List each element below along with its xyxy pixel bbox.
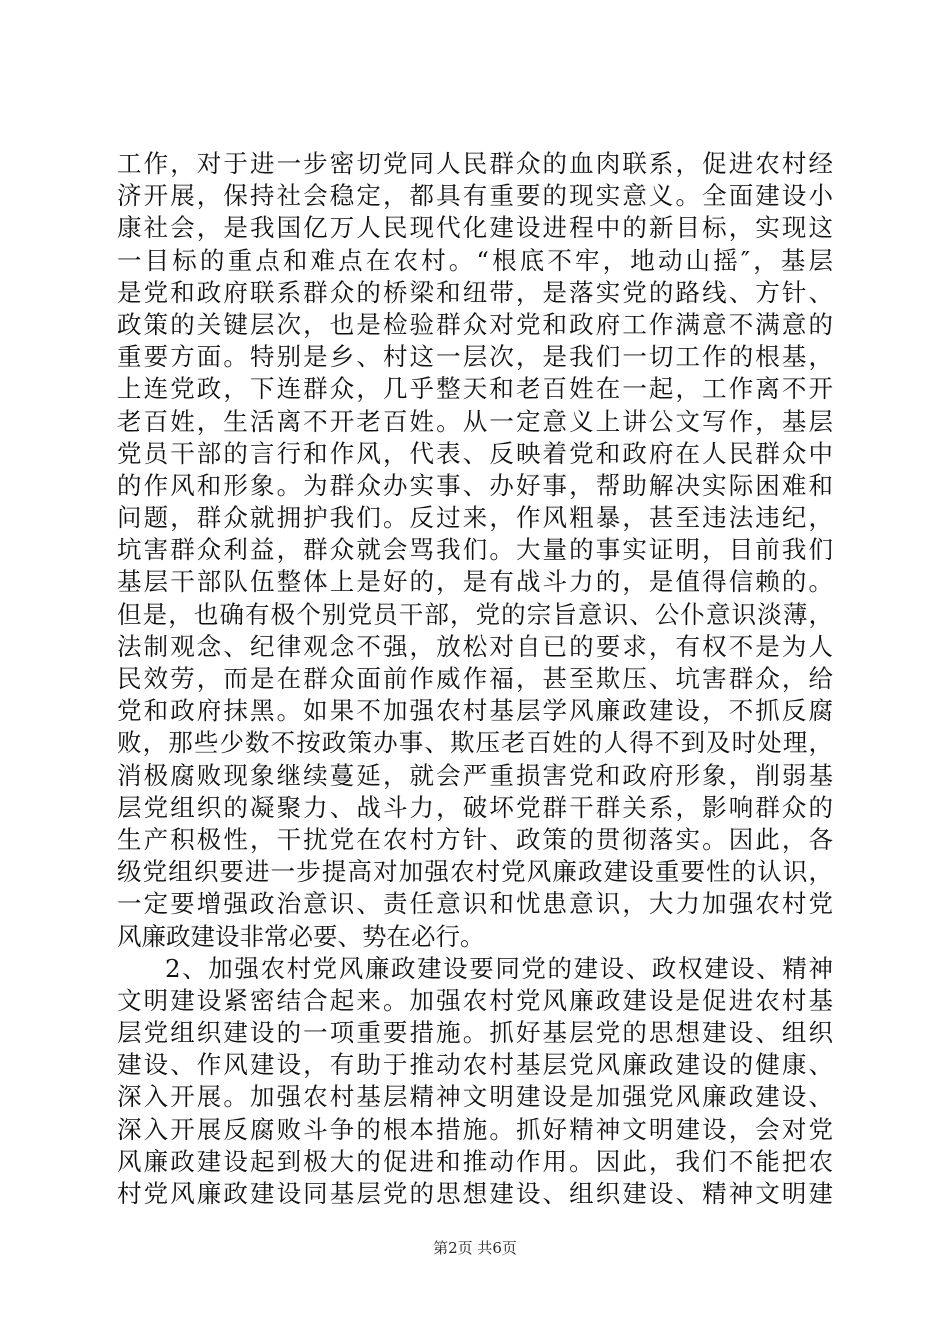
text-line: 政策的关键层次，也是检验群众对党和政府工作满意不满意的: [117, 309, 833, 339]
text-line: 层党组织的凝聚力、战斗力，破坏党群干群关系，影响群众的: [117, 792, 833, 822]
text-line: 生产积极性，干扰党在农村方针、政策的贯彻落实。因此，各: [117, 824, 833, 854]
text-line: 一目标的重点和难点在农村。“根底不牢，地动山摇″，基层: [117, 245, 833, 275]
text-line: 深入开展反腐败斗争的根本措施。抓好精神文明建设，会对党: [117, 1114, 833, 1144]
text-line: 一定要增强政治意识、责任意识和忧患意识，大力加强农村党: [117, 889, 833, 919]
text-line: 党和政府抹黑。如果不加强农村基层学风廉政建设，不抓反腐: [117, 696, 833, 726]
text-line: 深入开展。加强农村基层精神文明建设是加强党风廉政建设、: [117, 1082, 833, 1112]
paragraph-start-line: 2、加强农村党风廉政建设要同党的建设、政权建设、精神: [165, 953, 833, 983]
text-line: 基层干部队伍整体上是好的，是有战斗力的，是值得信赖的。: [117, 567, 833, 597]
text-line: 法制观念、纪律观念不强，放松对自已的要求，有权不是为人: [117, 631, 833, 661]
text-line: 工作，对于进一步密切党同人民群众的血肉联系，促进农村经: [117, 149, 833, 178]
text-line: 重要方面。特别是乡、村这一层次，是我们一切工作的根基，: [117, 342, 833, 372]
document-body: [117, 148, 833, 1210]
text-line: 建设、作风建设，有助于推动农村基层党风廉政建设的健康、: [117, 1050, 833, 1080]
text-line: 消极腐败现象继续蔓延，就会严重损害党和政府形象，削弱基: [117, 760, 833, 790]
text-line: 级党组织要进一步提高对加强农村党风廉政建设重要性的认识，: [117, 857, 833, 887]
text-line: 党员干部的言行和作风，代表、反映着党和政府在人民群众中: [117, 438, 833, 468]
page-footer: 第2页 共6页: [433, 1239, 517, 1257]
text-line: 败，那些少数不按政策办事、欺压老百姓的人得不到及时处理，: [117, 728, 833, 758]
text-line: 风廉政建设起到极大的促进和推动作用。因此，我们不能把农: [117, 1146, 833, 1176]
text-line: 问题，群众就拥护我们。反过来，作风粗暴，甚至违法违纪，: [117, 503, 833, 533]
text-line: 民效劳，而是在群众面前作威作福，甚至欺压、坑害群众，给: [117, 664, 833, 693]
text-line: 文明建设紧密结合起来。加强农村党风廉政建设是促进农村基: [117, 985, 833, 1015]
text-line: 的作风和形象。为群众办实事、办好事，帮助解决实际困难和: [117, 470, 833, 500]
text-line: 康社会，是我国亿万人民现代化建设进程中的新目标，实现这: [117, 213, 833, 243]
text-line: 济开展，保持社会稳定，都具有重要的现实意义。全面建设小: [117, 181, 833, 211]
text-line: 坑害群众利益，群众就会骂我们。大量的事实证明，目前我们: [117, 535, 833, 565]
text-line: 村党风廉政建设同基层党的思想建设、组织建设、精神文明建: [117, 1179, 833, 1208]
text-line: 层党组织建设的一项重要措施。抓好基层党的思想建设、组织: [117, 1018, 833, 1048]
text-line: 是党和政府联系群众的桥梁和纽带，是落实党的路线、方针、: [117, 277, 833, 307]
text-line: 上连党政，下连群众，几乎整天和老百姓在一起，工作离不开: [117, 374, 833, 404]
text-line: 但是，也确有极个别党员干部，党的宗旨意识、公仆意识淡薄，: [117, 599, 833, 629]
text-line: 老百姓，生活离不开老百姓。从一定意义上讲公文写作，基层: [117, 406, 833, 436]
text-line: 风廉政建设非常必要、势在必行。: [117, 921, 485, 951]
